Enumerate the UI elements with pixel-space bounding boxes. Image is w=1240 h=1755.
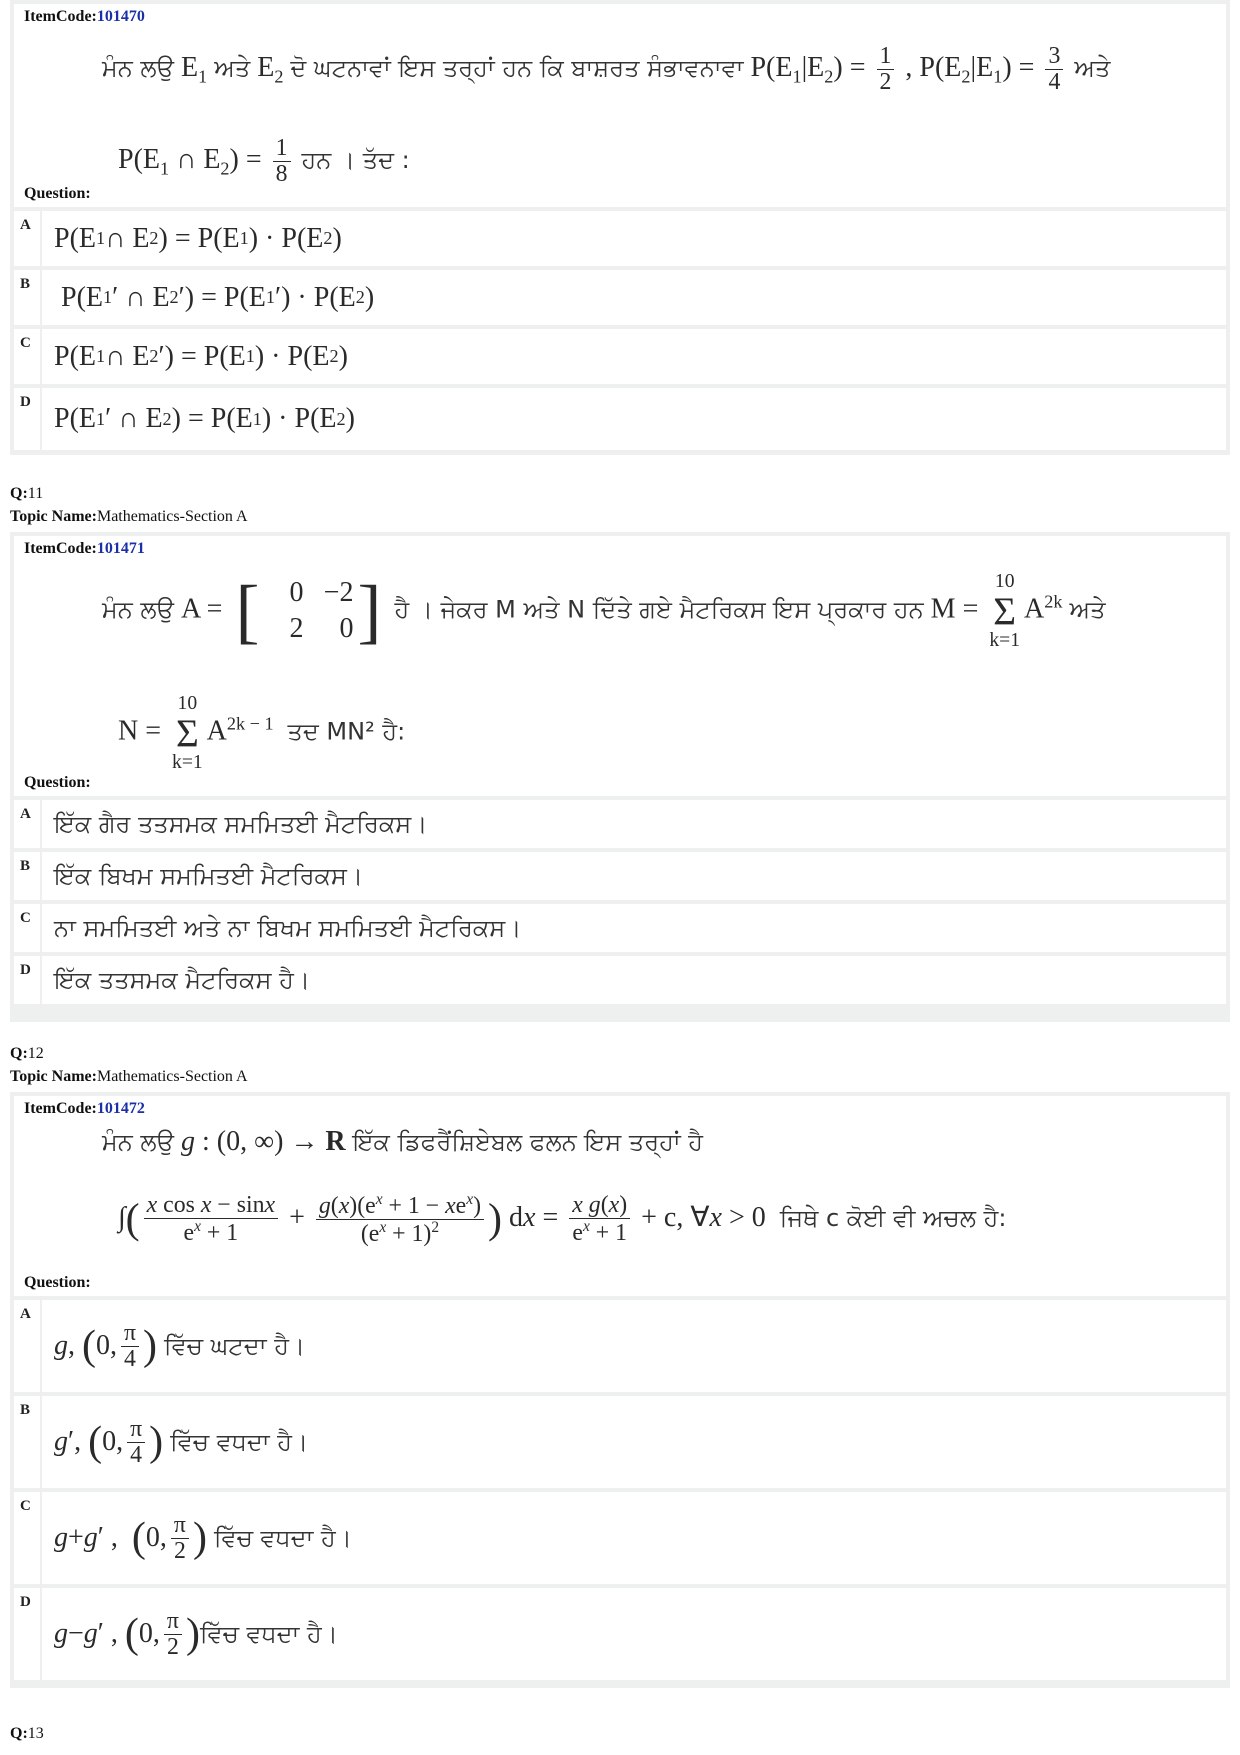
option-text: ਇੱਕ ਤਤਸਮਕ ਮੈਟਰਿਕਸ ਹੈ। [54, 966, 311, 994]
question-label: Question: [24, 185, 91, 202]
option-d[interactable] [14, 956, 1226, 1004]
option-text: P(E 1 ∩ E 2 ′) = P(E 1 ) · P(E 2 ) [54, 340, 348, 372]
option-text: P(E 1 ∩ E 2 ) = P(E 1 ) · P(E 2 ) [54, 222, 342, 254]
question-header [14, 1096, 1226, 1296]
item-code: ItemCode:101471 [24, 540, 145, 557]
option-text: g , ( 0, $\frac{\pi}{4}$ ) ਵਿੱਚ ਘਟਦਾ ਹੈ। [54, 1319, 306, 1372]
option-b[interactable] [14, 1396, 1226, 1488]
question-header [14, 4, 1226, 207]
option-a[interactable] [14, 1300, 1226, 1392]
option-letter: B [14, 1396, 42, 1488]
question-label: Question: [24, 774, 91, 791]
option-text: g + g ′ , ( 0, $\frac{\pi}{2}$ ) ਵਿੱਚ ਵਧਦਾ ਹੈ। [54, 1511, 352, 1564]
matrix-a: [ 0 −2 2 0 ] [235, 571, 382, 652]
question-meta-11: Q:11 Topic Name:Mathematics-Section A [10, 485, 248, 525]
option-letter: D [14, 956, 42, 1004]
option-a[interactable] [14, 211, 1226, 266]
option-letter: D [14, 388, 42, 450]
question-stem-line-2: $P(E_1$ ∩ $E_2$) = $\frac{1}{8}$ ਹਨ । ਤੱਦ : [118, 135, 410, 187]
option-text: ਇੱਕ ਗੈਰ ਤਤਸਮਕ ਸਮਮਿਤਈ ਮੈਟਰਿਕਸ। [54, 810, 428, 838]
option-letter: C [14, 329, 42, 384]
option-text: ਇੱਕ ਬਿਖਮ ਸਮਮਿਤਈ ਮੈਟਰਿਕਸ। [54, 862, 364, 890]
question-card-101471 [10, 532, 1230, 1022]
option-text: P(E 1 ′ ∩ E 2 ) = P(E 1 ) · P(E 2 ) [54, 403, 355, 434]
option-d[interactable] [14, 1588, 1226, 1680]
question-header [14, 536, 1226, 796]
option-text: g − g ′ , ( 0, $\frac{\pi}{2}$ ) ਵਿੱਚ ਵਧਦਾ ਹੈ। [54, 1607, 338, 1660]
question-card-101472 [10, 1092, 1230, 1688]
option-letter: C [14, 904, 42, 952]
option-d[interactable] [14, 388, 1226, 450]
option-letter: A [14, 1300, 42, 1392]
option-a[interactable] [14, 800, 1226, 848]
option-c[interactable] [14, 1492, 1226, 1584]
question-stem-line-1: ਮੰਨ ਲਉ g : (0, ∞) → R ਇੱਕ ਡਿਫਰੈਂਸ਼ਿਏਬਲ ਫਲਨ ਇਸ ਤਰ੍ਹਾਂ ਹੈ [102, 1126, 703, 1157]
option-text: ਨਾ ਸਮਮਿਤਈ ਅਤੇ ਨਾ ਬਿਖਮ ਸਮਮਿਤਈ ਮੈਟਰਿਕਸ। [54, 914, 522, 942]
option-letter: C [14, 1492, 42, 1584]
question-card-101470 [10, 0, 1230, 455]
question-label: Question: [24, 1274, 91, 1291]
question-meta-13: Q:13 [10, 1725, 44, 1742]
question-stem-line-1: ਮੰਨ ਲਉ $E_1$ ਅਤੇ $E_2$ ਦੋ ਘਟਨਾਵਾਂ ਇਸ ਤਰ੍ਹਾਂ ਹਨ ਕਿ ਬਾਸ਼ਰਤ ਸੰਭਾਵਨਾਵਾ $P(E_1|E_2)$ = $\frac{1}{2}$ , $P(E_2|E_1)$ = $\frac{3}{4}$ ਅਤੇ [102, 43, 1111, 95]
item-code: ItemCode:101472 [24, 1100, 145, 1117]
option-letter: B [14, 852, 42, 900]
option-text: g ′, ( 0, $\frac{\pi}{4}$ ) ਵਿੱਚ ਵਧਦਾ ਹੈ। [54, 1415, 309, 1468]
option-c[interactable] [14, 329, 1226, 384]
question-stem-line-2: ∫( $\frac{\text{x cos x − sinx}}{e^x + 1}$ + $\frac{g(x)(e^x + 1 - xe^x)}{(e^x + 1)^2}$ ) dx = $\frac{\text{x g(x)}}{e^x + 1}$ + c, ∀x > 0 ਜਿਥੇ c ਕੋਈ ਵੀ ਅਚਲ ਹੈ: [118, 1191, 1007, 1247]
option-c[interactable] [14, 904, 1226, 952]
question-stem-line-2: N = 10 Σ k=1 $A^{2k - 1}$ ਤਦ MN² ਹੈ: [118, 693, 406, 773]
option-letter: D [14, 1588, 42, 1680]
option-text: P(E 1 ′ ∩ E 2 ′) = P(E 1 ′) · P(E 2 ) [54, 281, 375, 313]
option-letter: A [14, 211, 42, 266]
question-meta-12: Q:12 Topic Name:Mathematics-Section A [10, 1045, 248, 1085]
option-b[interactable] [14, 852, 1226, 900]
option-letter: A [14, 800, 42, 848]
item-code: ItemCode:101470 [24, 8, 145, 25]
question-stem-line-1: ਮੰਨ ਲਉ A = [ 0 −2 2 0 ] ਹੈ । ਜੇਕਰ M ਅਤੇ N ਦਿੱਤੇ ਗਏ ਮੈਟਰਿਕਸ ਇਸ ਪ੍ਰਕਾਰ ਹਨ M = 10 Σ k=1 $A^{2k}$ ਅਤੇ [102, 571, 1106, 652]
option-b[interactable] [14, 270, 1226, 325]
option-letter: B [14, 270, 42, 325]
